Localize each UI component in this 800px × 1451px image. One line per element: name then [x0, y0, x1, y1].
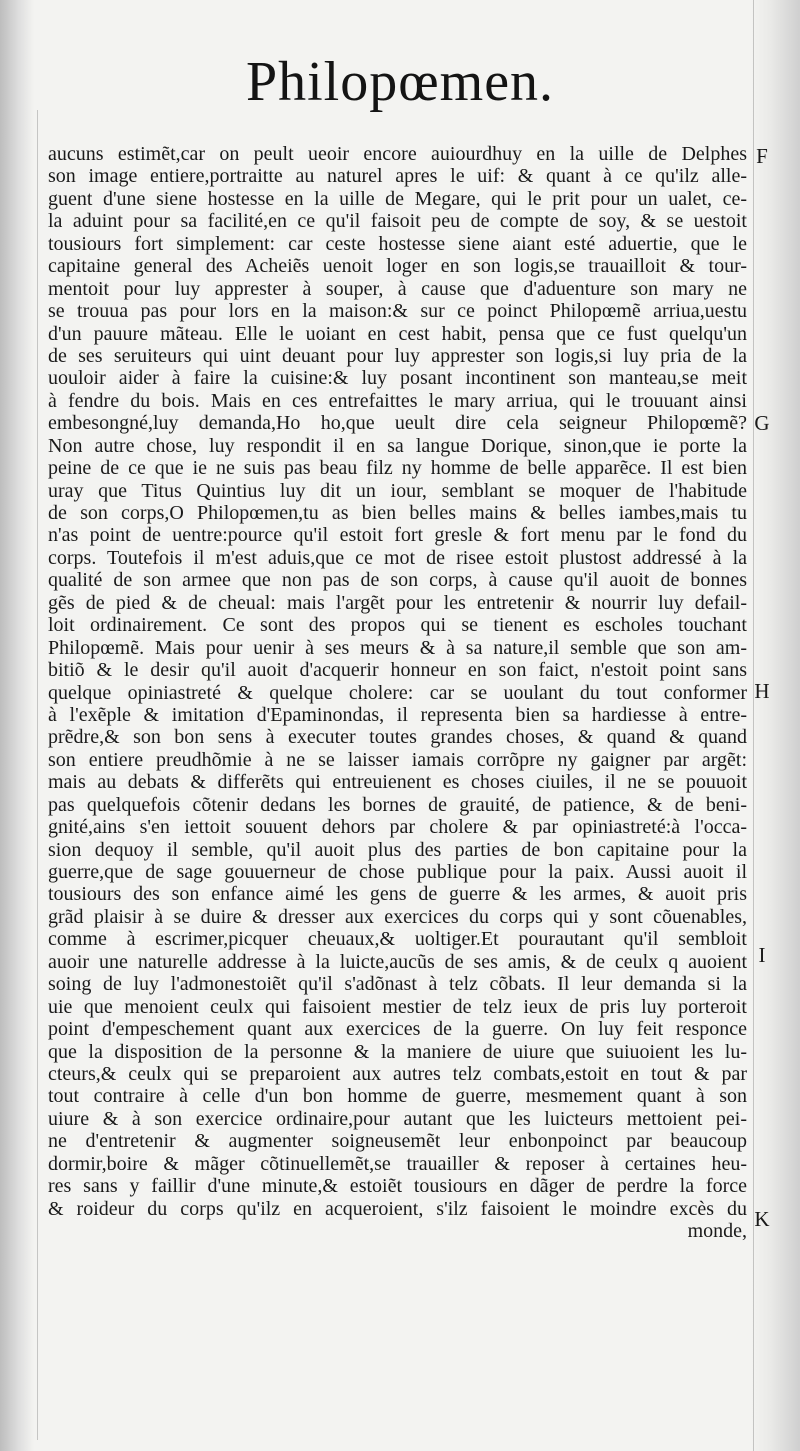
text-line: soing de luy l'admonestoiẽt qu'il s'adõnast à telz cõbats. Il leur demanda si la: [48, 973, 747, 996]
text-line: se trouua pas pour lors en la maison:& sur ce poinct Philopœmẽ arriua,uestu: [48, 300, 747, 323]
text-line: bitiõ & le desir qu'il auoit d'acquerir honneur en son faict, n'estoit point sans: [48, 659, 747, 682]
text-line: son image entiere,portraitte au naturel apres le uif: & quant à ce qu'ilz alle-: [48, 165, 747, 188]
text-line: mais au debats & differẽts qui entreuienent es choses ciuiles, il ne se pouuoit: [48, 771, 747, 794]
text-line: pas quelquefois cõtenir dedans les bornes de grauité, de patience, & de beni-: [48, 793, 747, 816]
text-line: & roideur du corps qu'ilz en acqueroient, s'ilz faisoient le moindre excès du: [48, 1197, 747, 1220]
text-line: uiure & à son exercice ordinaire,pour autant que les luicteurs mettoient pei-: [48, 1107, 747, 1130]
text-line: à l'exẽple & imitation d'Epaminondas, il representa bien sa hardiesse à entre-: [48, 703, 747, 726]
text-line: tousiours fort simplement: car ceste hostesse siene aiant esté aduertie, que le: [48, 232, 747, 255]
text-line: res sans y faillir d'une minute,& estoiẽt tousiours en dãger de perdre la force: [48, 1175, 747, 1198]
text-line: point d'empeschement quant aux exercices de la guerre. On luy feit responce: [48, 1018, 747, 1041]
text-line: aucuns estimẽt,car on peult ueoir encore auiourdhuy en la uille de Delphes: [48, 143, 747, 165]
margin-marker-k: K: [754, 1207, 770, 1231]
text-line: ne d'entretenir & augmenter soigneusemẽt leur enbonpoinct par beaucoup: [48, 1130, 747, 1153]
text-line: n'as point de uentre:pource qu'il estoit fort gresle & fort menu par le fond du: [48, 524, 747, 547]
text-line: grãd plaisir à se duire & dresser aux exercices du corps qui y sont cõuenables,: [48, 905, 747, 928]
text-line: gẽs de pied & de cheual: mais l'argẽt pour les entretenir & nourrir luy defail-: [48, 591, 747, 614]
text-line: uouloir aider à faire la cuisine:& luy posant incontinent son manteau,se meit: [48, 367, 747, 390]
text-line: comme à escrimer,picquer cheuaux,& uoltiger.Et pourautant qu'il sembloit: [48, 928, 747, 951]
text-line: monde,: [687, 1220, 747, 1242]
text-line: tousiours des son enfance aimé les gens de guerre & les armes, & auoit pris: [48, 883, 747, 906]
text-line: Non autre chose, luy respondit il en sa langue Dorique, sinon,que ie porte la: [48, 434, 747, 457]
text-line: gnité,ains s'en iettoit souuent dehors par cholere & par opiniastreté:à l'occa-: [48, 816, 747, 839]
text-line: dormir,boire & mãger cõtinuellemẽt,se trauailler & reposer à certaines heu-: [48, 1152, 747, 1175]
text-line: loit ordinairement. Ce sont des propos qui se tienent es escholes touchant: [48, 614, 747, 637]
running-title: Philopœmen.: [245, 51, 555, 113]
text-line: d'un pauure mãteau. Elle le uoiant en cest habit, pensa que ce fust quelqu'un: [48, 322, 747, 345]
margin-marker-i: I: [758, 943, 766, 967]
text-line: que la disposition de la personne & la maniere de uiure que suiuoient les lu-: [48, 1040, 747, 1063]
text-line: qualité de son armee que non pas de son corps, à cause qu'il auoit de bonnes: [48, 569, 747, 592]
text-line: uie que menoient ceulx qui faisoient mestier de telz ieux de pris luy porteroit: [48, 995, 747, 1018]
text-line: guent d'une siene hostesse en la uille de Megare, qui le prit pour un ualet, ce-: [48, 187, 747, 210]
page-right-edge: [752, 0, 800, 1451]
spine-shadow: [0, 0, 34, 1451]
text-line: prẽdre,& son bon sens à executer toutes grandes choses, & quand & quand: [48, 726, 747, 749]
text-line: capitaine general des Acheiẽs uenoit loger en son logis,se trauailloit & tour-: [48, 255, 747, 278]
body-text: [48, 143, 747, 1242]
text-line: auoir une naturelle addresse à la luicte,aucũs de ses amis, & de ceulx q auoient: [48, 950, 747, 973]
text-line: uray que Titus Quintius luy dit un iour, semblant se moquer de l'habitude: [48, 479, 747, 502]
text-line: de ses seruiteurs qui uint deuant pour luy apprester son logis,si luy pria de la: [48, 344, 747, 367]
text-line: la aduint pour sa facilité,en ce qu'il faisoit peu de compte de soy, & se uestoit: [48, 210, 747, 233]
text-line: mentoit pour luy apprester à souper, à cause que d'aduenture son mary ne: [48, 277, 747, 300]
margin-marker-f: F: [756, 144, 768, 168]
text-line: tout contraire à celle d'un bon homme de guerre, mesmement quant à son: [48, 1085, 747, 1108]
page-edge-line: [753, 0, 754, 1451]
text-line: corps. Toutefois il m'est aduis,que ce mot de risee estoit plustost addressé à la: [48, 546, 747, 569]
text-line: cteurs,& ceulx qui se preparoient aux autres telz combats,estoit en tout & par: [48, 1062, 747, 1085]
text-line: à fendre du bois. Mais en ces entrefaittes le mary arriua, qui le trouuant ainsi: [48, 389, 747, 412]
text-line: peine de ce que ie ne suis pas beau filz ny homme de belle apparẽce. Il est bien: [48, 457, 747, 480]
text-line: embesongné,luy demanda,Ho ho,que ueult dire cela seigneur Philopœmẽ?: [48, 412, 747, 435]
text-line: guerre,que de sage gouuerneur de chose publique pour la paix. Aussi auoit il: [48, 861, 747, 883]
left-margin-rule: [37, 110, 38, 1440]
text-line: sion dequoy il semble, qu'il auoit plus des parties de bon capitaine pour la: [48, 838, 747, 861]
text-line: son entiere preudhõmie à ne se laisser iamais corrõpre ny gaigner par argẽt:: [48, 748, 747, 771]
margin-marker-h: H: [754, 679, 770, 703]
margin-marker-g: G: [754, 411, 770, 435]
text-line: quelque opiniastreté & quelque cholere: car se uoulant du tout conformer: [48, 681, 747, 704]
text-line: Philopœmẽ. Mais pour uenir à ses meurs & à sa nature,il semble que son am-: [48, 636, 747, 659]
text-line: de son corps,O Philopœmen,tu as bien belles mains & belles iambes,mais tu: [48, 502, 747, 524]
